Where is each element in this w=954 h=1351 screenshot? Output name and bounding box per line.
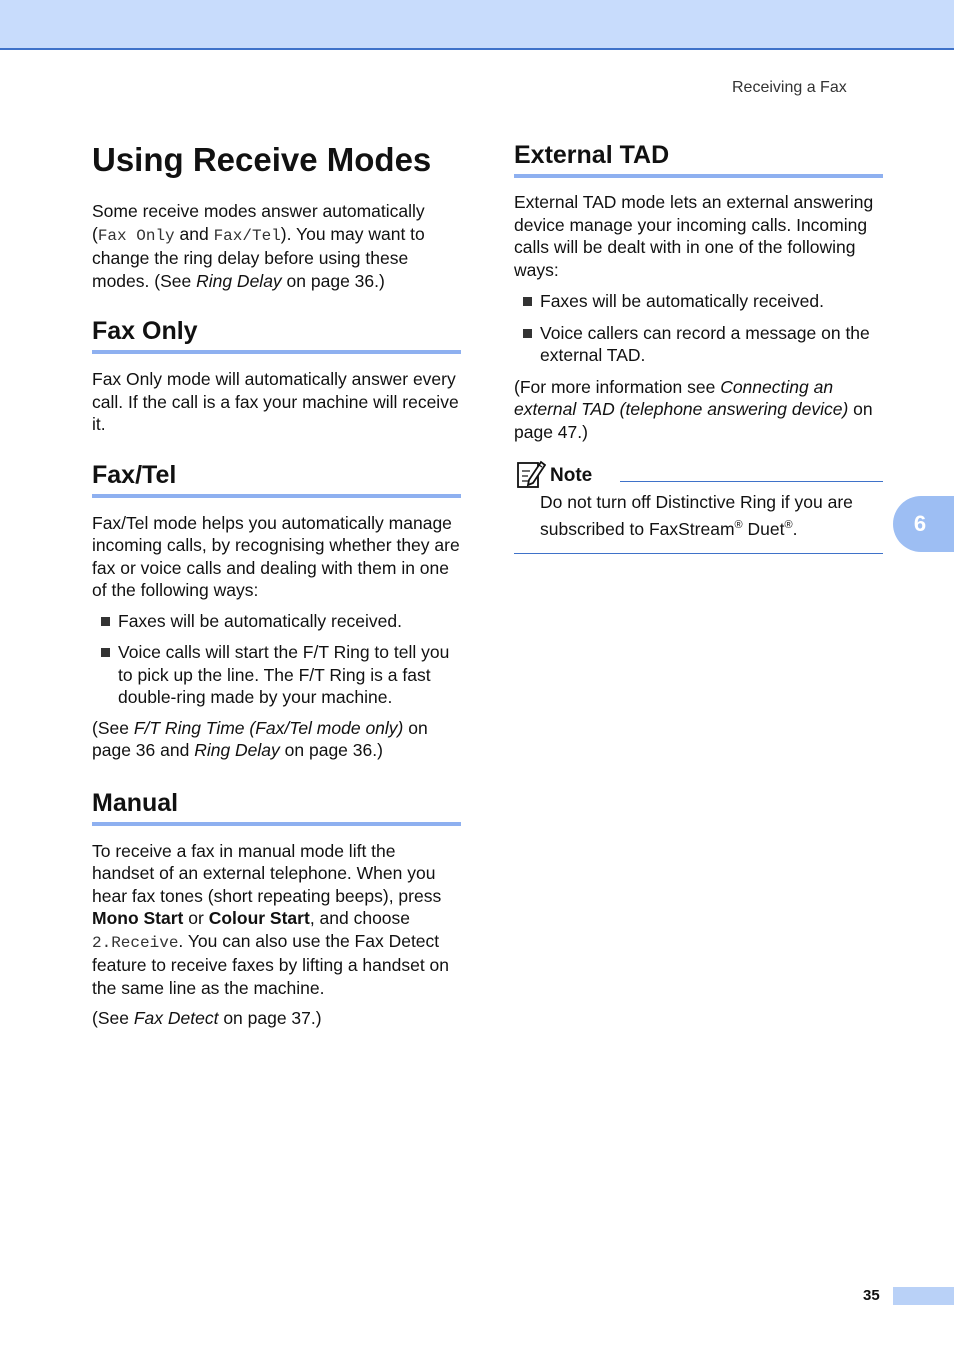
list-item: Faxes will be automatically received.	[514, 290, 883, 313]
receive-menu-code: 2.Receive	[92, 933, 179, 952]
registered-mark: ®	[784, 519, 793, 532]
list-item: Voice callers can record a message on the external TAD.	[514, 322, 883, 367]
see-text-3: on page 36.)	[279, 740, 383, 760]
note-header	[514, 459, 883, 489]
ring-delay-ref: Ring Delay	[194, 740, 280, 760]
ft-ring-time-ref: F/T Ring Time (Fax/Tel mode only)	[133, 717, 404, 738]
note-pencil-icon	[516, 459, 546, 489]
more-text-1: (For more information see	[514, 376, 721, 397]
fax-only-heading: Fax Only	[92, 316, 461, 354]
fax-only-mode-code: Fax Only	[97, 226, 175, 245]
intro-paragraph	[92, 200, 461, 292]
manual-text-4: . You can also use the Fax Detect feature to receive faxes by lifting a handset on the same line as the machine.	[92, 930, 450, 998]
manual-heading: Manual	[92, 788, 461, 826]
chapter-number: 6	[913, 511, 927, 536]
see-text-1: (See	[92, 1008, 134, 1028]
fax-tel-mode-code: Fax/Tel	[213, 226, 281, 245]
note-text-1: Do not turn off Distinctive Ring if you are subscribed to FaxStream	[540, 492, 853, 539]
intro-text-3: ). You may want to change the ring delay before using these modes. (See	[92, 223, 425, 291]
see-text-1: (See	[92, 717, 134, 738]
mono-start-key: Mono Start	[92, 908, 184, 928]
fax-detect-ref: Fax Detect	[133, 1008, 219, 1028]
list-item: Voice calls will start the F/T Ring to tell you to pick up the line. The F/T Ring is a fast double-ring made by your machine.	[92, 641, 461, 709]
page-number: 35	[863, 1287, 880, 1304]
note-top-rule	[620, 481, 883, 482]
fax-tel-list	[92, 610, 461, 709]
manual-body	[92, 840, 461, 1000]
fax-tel-heading: Fax/Tel	[92, 460, 461, 498]
note-label: Note	[550, 465, 593, 486]
external-tad-heading: External TAD	[514, 140, 883, 178]
left-column	[92, 140, 461, 1030]
note-body	[514, 489, 883, 554]
external-tad-more-info	[514, 376, 883, 444]
connecting-tad-ref: Connecting an external TAD (telephone answering device)	[514, 376, 849, 419]
see-text-2: on page 37.)	[218, 1008, 322, 1028]
note-text-3: .	[792, 519, 798, 539]
page-title: Using Receive Modes	[92, 141, 432, 178]
registered-mark: ®	[734, 519, 743, 532]
manual-see-also	[92, 1007, 461, 1030]
external-tad-body: External TAD mode lets an external answering device manage your incoming calls. Incoming calls will be dealt with in one of the following ways:	[514, 192, 874, 280]
external-tad-list	[514, 290, 883, 367]
footer-band	[893, 1287, 954, 1305]
see-text-2: on page 36 and	[92, 717, 428, 760]
header-band	[0, 0, 954, 50]
list-item: Faxes will be automatically received.	[92, 610, 461, 633]
note-box	[514, 459, 883, 554]
more-text-2: on page 47.)	[514, 399, 873, 442]
colour-start-key: Colour Start	[208, 908, 310, 928]
manual-text-3: , and choose	[309, 908, 411, 928]
fax-tel-body: Fax/Tel mode helps you automatically manage incoming calls, by recognising whether they are fax or voice calls and dealing with them in one of the following ways:	[92, 512, 460, 600]
fax-only-body: Fax Only mode will automatically answer every call. If the call is a fax your machine will receive it.	[92, 369, 459, 434]
intro-text-1: Some receive modes answer automatically (	[92, 201, 425, 244]
running-title: Receiving a Fax	[732, 79, 847, 96]
intro-text-2: and	[174, 223, 214, 244]
note-text-2: Duet	[742, 519, 785, 539]
intro-text-4: on page 36.)	[281, 270, 385, 291]
manual-text-2: or	[183, 908, 209, 928]
chapter-tab	[893, 496, 954, 552]
right-column	[514, 140, 883, 554]
manual-text-1: To receive a fax in manual mode lift the handset of an external telephone. When you hear fax tones (short repeating beeps), press	[92, 840, 442, 906]
fax-tel-see-also	[92, 717, 461, 762]
ring-delay-ref: Ring Delay	[196, 270, 282, 291]
